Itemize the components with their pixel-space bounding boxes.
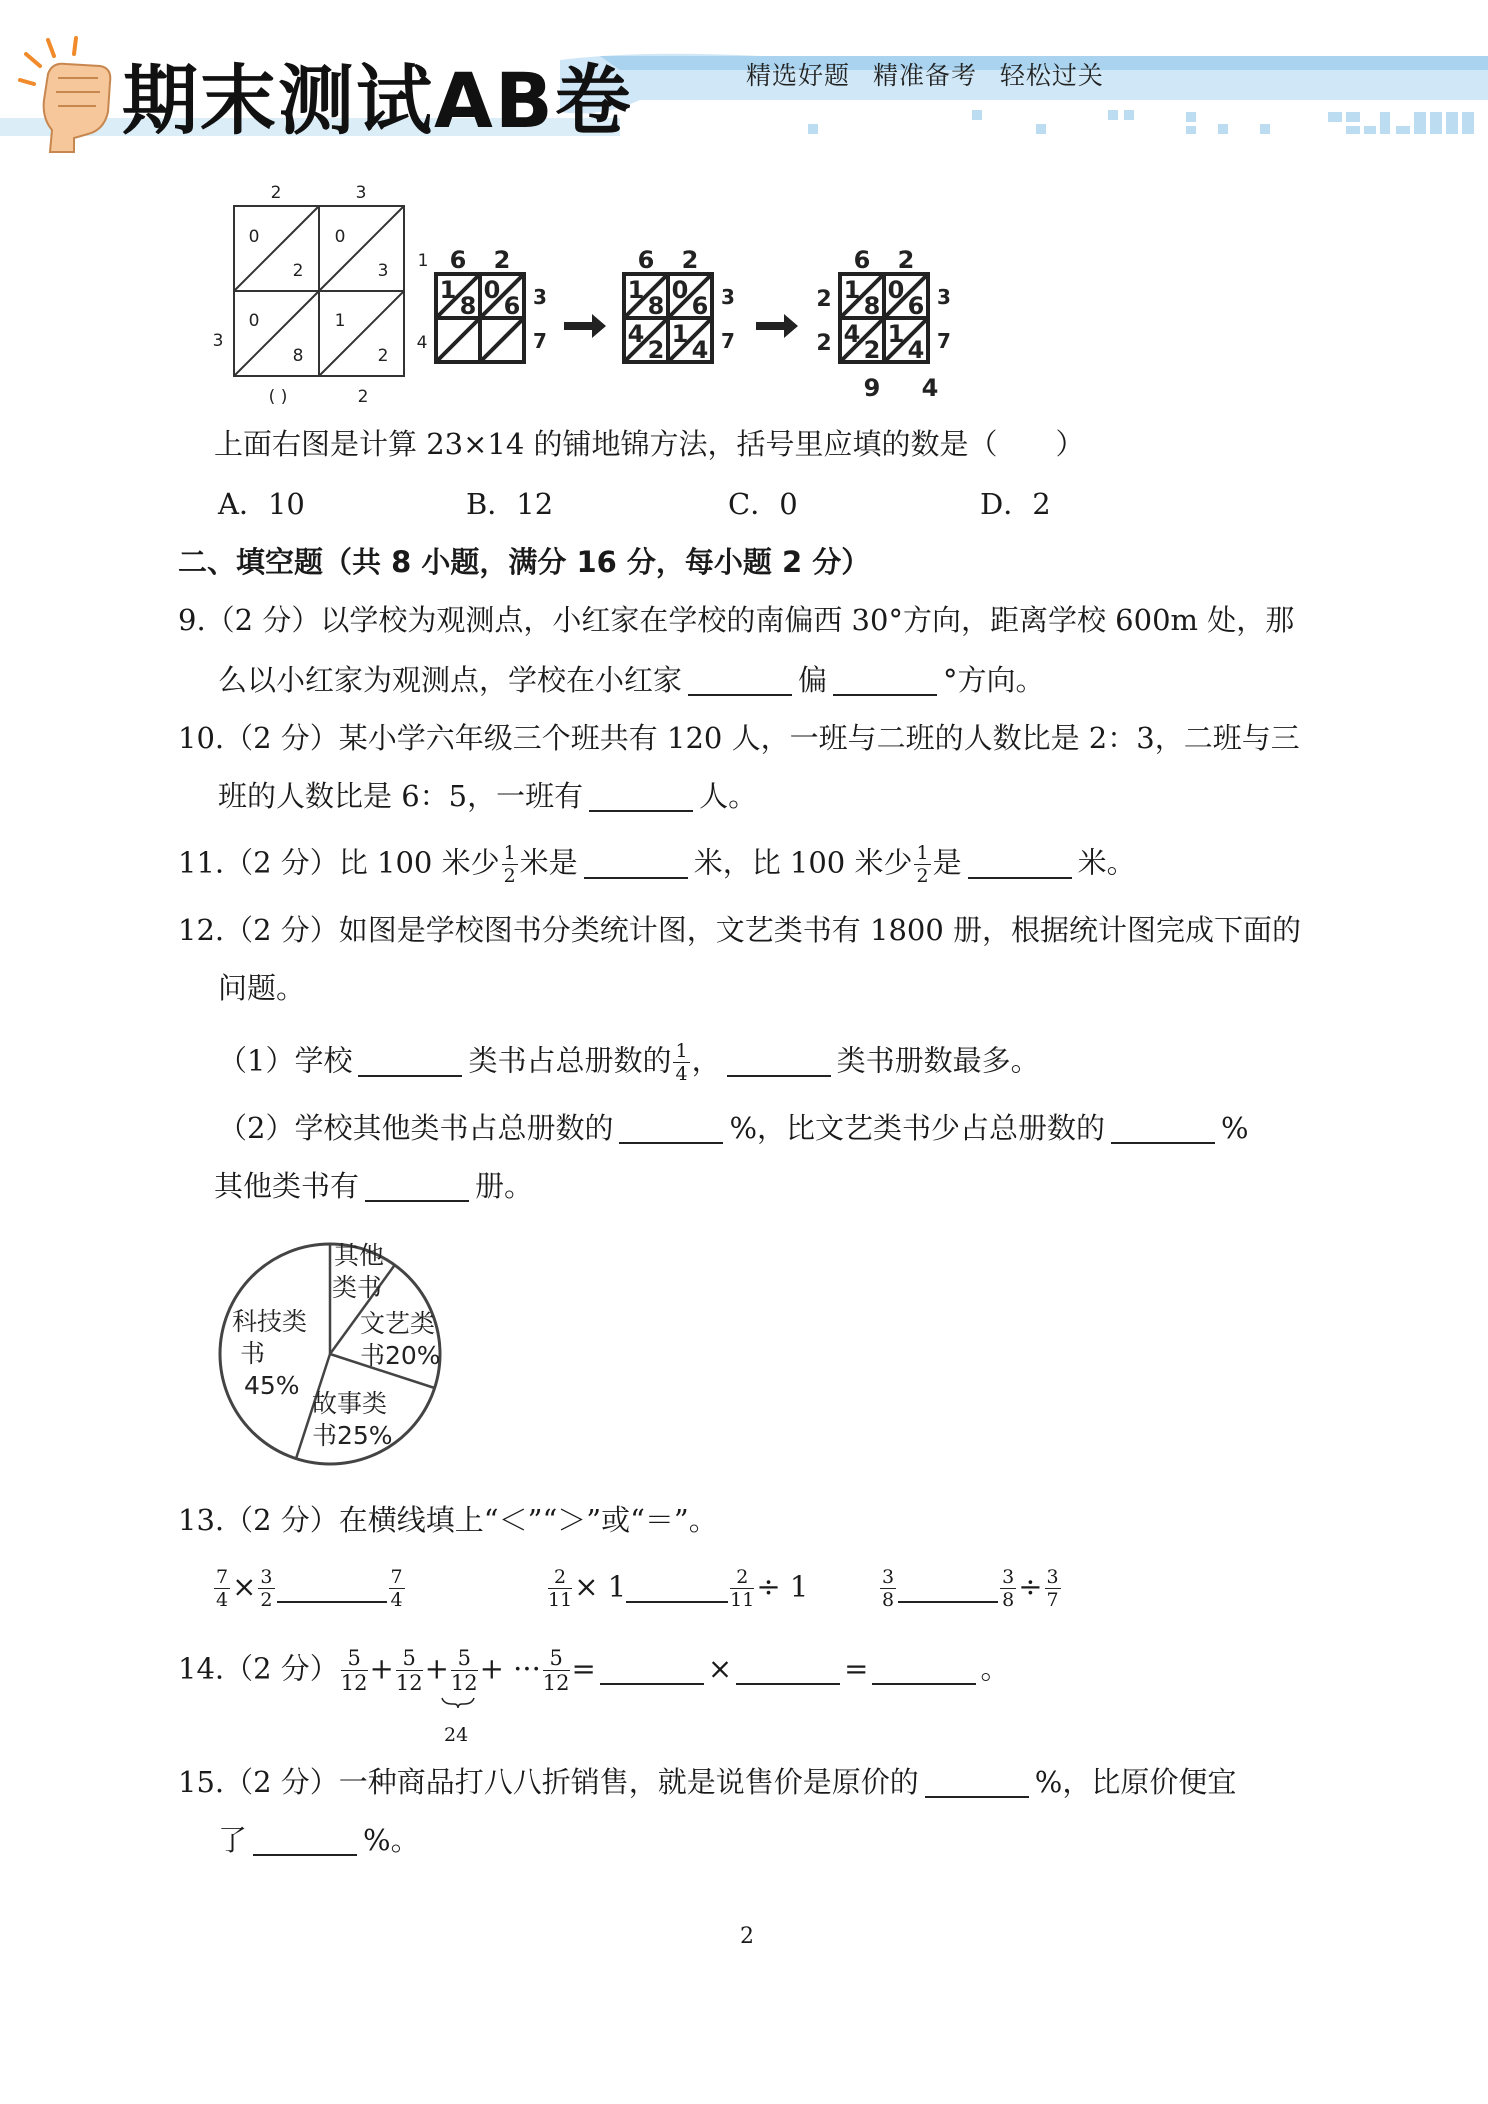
pie-label-science-1: 科技类 xyxy=(232,1307,308,1336)
q11-blank-2[interactable] xyxy=(968,847,1072,879)
step3-cell-5: 2 xyxy=(863,336,881,364)
grid-left: 3 xyxy=(212,331,224,351)
q15-blank-1[interactable] xyxy=(925,1766,1029,1798)
q12-sub1-c: ， xyxy=(691,1043,721,1078)
q13-e3-frac3: $\frac{3}{7}$ xyxy=(1046,1566,1059,1611)
q11-text-e: 米。 xyxy=(1077,845,1136,880)
q10-blank[interactable] xyxy=(589,780,693,812)
q12-sub1-d: 类书册数最多。 xyxy=(836,1043,1040,1078)
q9-blank-2[interactable] xyxy=(833,664,937,696)
q9-line1: 9.（2 分）以学校为观测点，小红家在学校的南偏西 30°方向，距离学校 600m 处，那 xyxy=(178,603,1295,637)
step2-top-0: 6 xyxy=(637,246,655,274)
q11-blank-1[interactable] xyxy=(584,847,688,879)
q13-stem: 13.（2 分）在横线填上“＜”“＞”或“＝”。 xyxy=(178,1503,718,1537)
step1-top-0: 6 xyxy=(449,246,467,274)
pie-label-science-3: 45% xyxy=(244,1371,300,1400)
q12-sub1 xyxy=(218,1040,1040,1085)
step3-top-0: 6 xyxy=(853,246,871,274)
q10-line1: 10.（2 分）某小学六年级三个班共有 120 人，一班与二班的人数比是 2：3，二班与三 xyxy=(178,721,1300,755)
q8-option-b[interactable]: B．12 xyxy=(466,487,554,521)
step1-cell-0: 1 xyxy=(439,276,457,304)
pie-label-other-1: 其他 xyxy=(334,1241,385,1270)
q14-frac-1: $\frac{5}{12}$ xyxy=(340,1646,368,1695)
pie-label-science-2: 书 xyxy=(240,1339,266,1368)
grid-cell-7: 2 xyxy=(377,346,389,366)
q15-line2 xyxy=(218,1820,420,1860)
q13-blank-1[interactable] xyxy=(277,1571,387,1603)
q14-frac-4: $\frac{5}{12}$ xyxy=(542,1646,570,1695)
grid-cell-4: 0 xyxy=(248,311,260,331)
grid-bottom-0: ( ) xyxy=(268,387,288,407)
q8-option-d[interactable]: D．2 xyxy=(980,487,1051,521)
q12-blank-2[interactable] xyxy=(727,1045,831,1077)
step3-right-1: 7 xyxy=(937,329,951,353)
step2-right-1: 7 xyxy=(721,329,735,353)
q12-sub2-c: % xyxy=(1221,1111,1249,1145)
q14-equals: = xyxy=(571,1651,596,1686)
q14-equals-2: = xyxy=(844,1651,869,1686)
q12-line1: 12.（2 分）如图是学校图书分类统计图，文艺类书有 1800 册，根据统计图完成下面的 xyxy=(178,913,1302,947)
header-title: 期末测试AB卷 xyxy=(122,56,633,145)
q10-text-b: 人。 xyxy=(699,779,758,813)
step2-cell-5: 2 xyxy=(647,336,665,364)
q13-e3-frac2: $\frac{3}{8}$ xyxy=(1002,1566,1015,1611)
q14-blank-3[interactable] xyxy=(872,1653,976,1685)
q13-blank-2[interactable] xyxy=(626,1571,728,1603)
q10-text-a: 班的人数比是 6：5，一班有 xyxy=(218,779,584,813)
section-title: 二、填空题（共 8 小题，满分 16 分，每小题 2 分） xyxy=(178,545,871,579)
q8-option-c[interactable]: C．0 xyxy=(728,487,798,521)
step3-cell-3: 6 xyxy=(907,292,925,320)
q8-option-a[interactable]: A．10 xyxy=(218,487,305,521)
q9-text-a: 么以小红家为观测点，学校在小红家 xyxy=(218,663,683,697)
q12-sub2 xyxy=(218,1108,1249,1148)
q12-blank-5[interactable] xyxy=(365,1170,469,1202)
step1-cell-1: 8 xyxy=(459,292,477,320)
q13-e1-frac1: $\frac{7}{4}$ xyxy=(216,1566,229,1611)
q11-text-d: 是 xyxy=(932,845,962,880)
step1-left-0: 1 xyxy=(417,251,429,271)
step1-cell-2: 0 xyxy=(483,276,501,304)
q11-text-b: 米是 xyxy=(519,845,578,880)
q13-expr-1 xyxy=(212,1566,407,1611)
q13-e3-op: ÷ xyxy=(1018,1569,1043,1604)
q9-blank-1[interactable] xyxy=(688,664,792,696)
step3-cell-4: 4 xyxy=(843,320,861,348)
step3-cell-0: 1 xyxy=(843,276,861,304)
q9-line2 xyxy=(218,660,1045,700)
step2-cell-7: 4 xyxy=(691,336,709,364)
q13-e1-op: × xyxy=(232,1569,257,1604)
underbrace-icon xyxy=(438,1696,478,1710)
step2-top-1: 2 xyxy=(681,246,699,274)
step3-cell-2: 0 xyxy=(887,276,905,304)
q11-text-c: 米，比 100 米少 xyxy=(693,845,913,880)
pie-label-story-1: 故事类 xyxy=(312,1389,388,1418)
q12-sub3 xyxy=(214,1166,533,1206)
grid-cell-2: 0 xyxy=(334,227,346,247)
q13-blank-3[interactable] xyxy=(898,1571,998,1603)
q12-fraction: $\frac{1}{4}$ xyxy=(675,1040,688,1085)
step3-cell-1: 8 xyxy=(863,292,881,320)
q12-sub1-a: （1）学校 xyxy=(218,1043,353,1078)
q13-e1-frac2: $\frac{3}{2}$ xyxy=(260,1566,273,1611)
q12-blank-1[interactable] xyxy=(358,1045,462,1077)
q14-line xyxy=(178,1646,1009,1695)
step3-bottom-1: 4 xyxy=(921,374,939,402)
pie-label-literature-1: 文艺类 xyxy=(360,1309,436,1338)
header xyxy=(0,0,1488,150)
grid-cell-3: 3 xyxy=(377,261,389,281)
grid-cell-0: 0 xyxy=(248,227,260,247)
q13-e2-op2: ÷ 1 xyxy=(756,1569,809,1604)
q14-blank-1[interactable] xyxy=(600,1653,704,1685)
q12-sub1-b: 类书占总册数的 xyxy=(468,1043,672,1078)
step2-cell-0: 1 xyxy=(627,276,645,304)
q14-plus-1: + xyxy=(369,1651,394,1686)
q13-e2-frac1: $\frac{2}{11}$ xyxy=(548,1566,573,1611)
step2-cell-6: 1 xyxy=(671,320,689,348)
arrow-icon xyxy=(564,314,606,338)
step3-left-0: 2 xyxy=(816,287,832,312)
step2-cell-3: 6 xyxy=(691,292,709,320)
q12-blank-3[interactable] xyxy=(619,1112,723,1144)
step2-cell-1: 8 xyxy=(647,292,665,320)
q15-text-a: 15.（2 分）一种商品打八八折销售，就是说售价是原价的 xyxy=(178,1765,919,1799)
q10-line2 xyxy=(218,776,757,816)
step1-left-1: 4 xyxy=(416,333,428,353)
step3-cell-6: 1 xyxy=(887,320,905,348)
grid-cell-6: 1 xyxy=(334,311,346,331)
fist-icon xyxy=(12,34,122,154)
q12-line2: 问题。 xyxy=(218,971,306,1005)
arrow-icon xyxy=(756,314,798,338)
q14-frac-3: $\frac{5}{12}$ xyxy=(450,1646,478,1695)
pie-label-story-2: 书25% xyxy=(312,1421,393,1450)
q8-stem: 上面右图是计算 23×14 的铺地锦方法，括号里应填的数是（ ） xyxy=(214,427,1085,461)
pie-label-literature-2: 书20% xyxy=(360,1341,441,1370)
q13-expr-3 xyxy=(878,1566,1063,1611)
q13-expr-2 xyxy=(546,1566,808,1611)
step2-cell-4: 4 xyxy=(627,320,645,348)
q12-sub3-a: 其他类书有 xyxy=(214,1169,360,1203)
step3-bottom-0: 9 xyxy=(863,374,881,402)
grid-bottom-1: 2 xyxy=(357,387,369,407)
q14-dots: + ··· xyxy=(479,1651,541,1686)
step2-right-0: 3 xyxy=(721,285,735,309)
q13-e2-frac2: $\frac{2}{11}$ xyxy=(730,1566,755,1611)
q11-line xyxy=(178,842,1136,887)
q14-count: 24 xyxy=(444,1724,469,1746)
q12-blank-4[interactable] xyxy=(1111,1112,1215,1144)
q12-sub2-b: %，比文艺类书少占总册数的 xyxy=(729,1111,1106,1145)
q13-e2-op: × 1 xyxy=(574,1569,627,1604)
q11-fraction-1: $\frac{1}{2}$ xyxy=(503,842,516,887)
step3-right-0: 3 xyxy=(937,285,951,309)
lattice-figure xyxy=(200,176,1020,416)
q15-blank-2[interactable] xyxy=(253,1824,357,1856)
q11-text-a: 11.（2 分）比 100 米少 xyxy=(178,845,500,880)
step2-cell-2: 0 xyxy=(671,276,689,304)
step1-cell-3: 6 xyxy=(503,292,521,320)
q13-e1-frac3: $\frac{7}{4}$ xyxy=(390,1566,403,1611)
step3-left-1: 2 xyxy=(816,331,832,356)
grid-cell-1: 2 xyxy=(292,261,304,281)
q15-text-d: %。 xyxy=(363,1823,420,1857)
q14-blank-2[interactable] xyxy=(736,1653,840,1685)
step3-cell-7: 4 xyxy=(907,336,925,364)
q14-prefix: 14.（2 分） xyxy=(178,1651,339,1686)
step3-top-1: 2 xyxy=(897,246,915,274)
q14-times: × xyxy=(707,1651,733,1686)
q9-text-b: 偏 xyxy=(798,663,828,697)
q14-end: 。 xyxy=(980,1651,1010,1686)
grid-cell-5: 8 xyxy=(292,346,304,366)
page-number: 2 xyxy=(740,1924,754,1949)
pie-label-other-2: 类书 xyxy=(332,1273,383,1302)
q15-text-c: 了 xyxy=(218,1823,248,1857)
step1-right-0: 3 xyxy=(533,285,547,309)
q12-sub3-b: 册。 xyxy=(475,1169,534,1203)
step1-top-1: 2 xyxy=(493,246,511,274)
q15-line1 xyxy=(178,1762,1236,1802)
q15-text-b: %，比原价便宜 xyxy=(1034,1765,1237,1799)
q13-e3-frac1: $\frac{3}{8}$ xyxy=(882,1566,895,1611)
pie-chart xyxy=(210,1234,450,1474)
q9-text-c: °方向。 xyxy=(943,663,1045,697)
q11-fraction-2: $\frac{1}{2}$ xyxy=(916,842,929,887)
step1-right-1: 7 xyxy=(533,329,547,353)
q14-frac-2: $\frac{5}{12}$ xyxy=(395,1646,423,1695)
q14-plus-2: + xyxy=(424,1651,449,1686)
grid-top-1: 3 xyxy=(355,183,367,203)
q12-sub2-a: （2）学校其他类书占总册数的 xyxy=(218,1111,614,1145)
grid-top-0: 2 xyxy=(270,183,282,203)
header-slogan: 精选好题 精准备考 轻松过关 xyxy=(746,61,1104,90)
